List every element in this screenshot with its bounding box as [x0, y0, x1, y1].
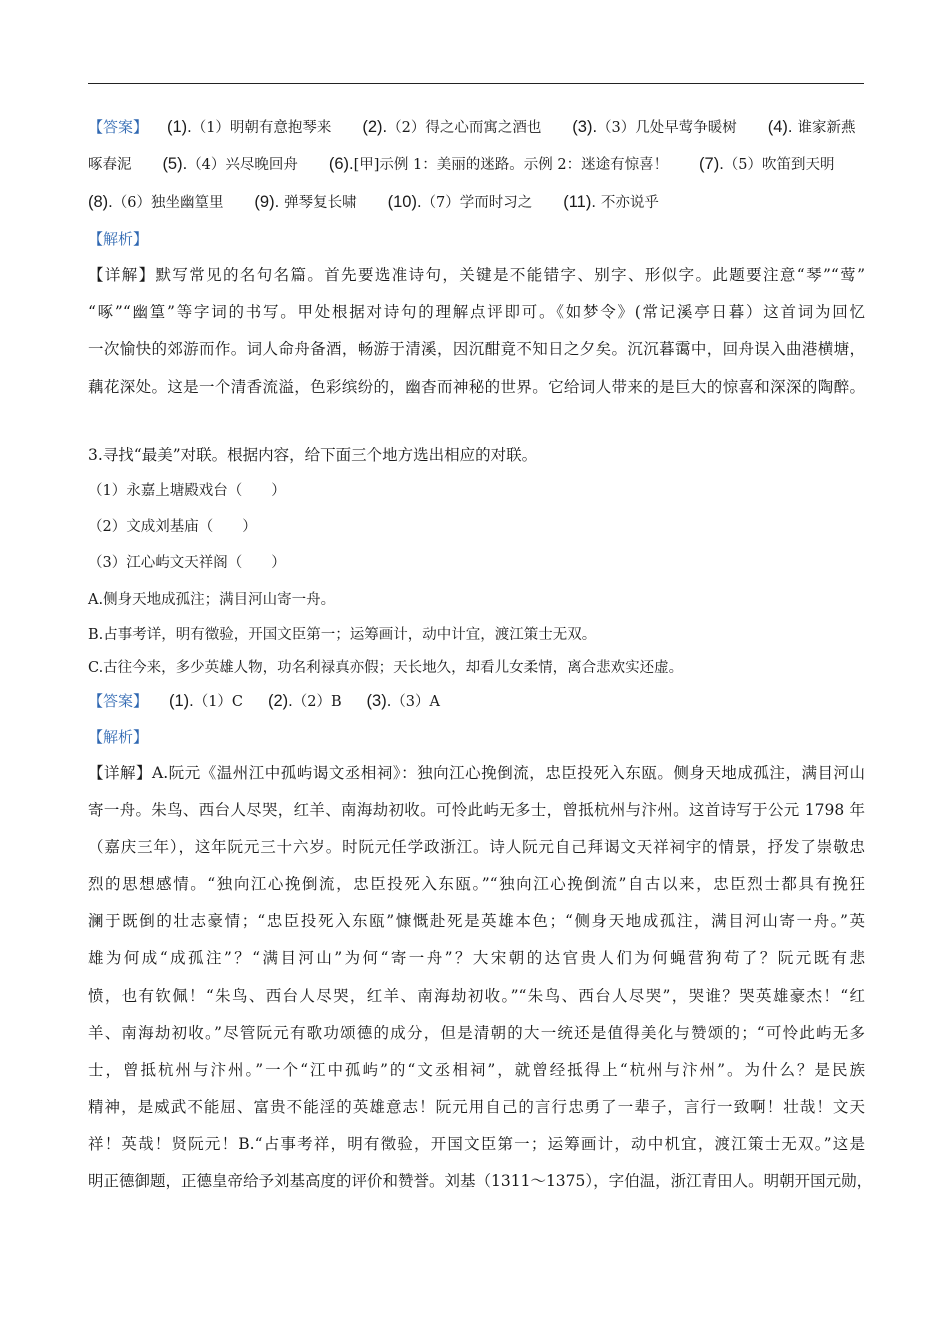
q3-analysis-tag-line — [88, 727, 148, 747]
analysis-tag: 【解析】 — [88, 230, 149, 248]
q2-answer-line-2 — [88, 154, 835, 175]
answer-number: (1). — [166, 118, 192, 136]
q2-answer-line-3 — [88, 192, 659, 213]
answer-text: （4）兴尽晚回舟 — [187, 157, 298, 173]
analysis-tag: 【解析】 — [88, 728, 149, 746]
answer-text: （2）B — [292, 694, 342, 710]
answer-number: (9). — [254, 193, 280, 211]
q3-detail-line: 烈的思想感情。“独向江心挽倒流，忠臣投死入东瓯。”“独向江心挽倒流”自古以来，忠臣烈士都具有挽狂 — [88, 875, 865, 893]
q3-detail-line: 【详解】A.阮元《温州江中孤屿谒文丞相祠》：独向江心挽倒流，忠臣投死入东瓯。侧身天地成孤注，满目河山 — [88, 764, 865, 782]
q3-option-a: A.侧身天地成孤注；满目河山寄一舟。 — [88, 592, 336, 608]
q3-detail-line: 澜于既倒的壮志豪情；“忠臣投死入东瓯”慷慨赴死是英雄本色；“侧身天地成孤注，满目河山寄一舟。”英 — [88, 912, 865, 930]
q2-detail-line: 一次愉快的郊游而作。词人命舟备酒，畅游于清溪，因沉酣竟不知日之夕矣。沉沉暮霭中，回舟误入曲港横塘， — [88, 340, 865, 358]
answer-number: (4). — [767, 118, 793, 136]
answer-number: (6). — [328, 155, 354, 173]
q2-detail-line: 【详解】默写常见的名句名篇。首先要选准诗句，关键是不能错字、别字、形似字。此题要注意“琴”“莺” — [88, 266, 865, 284]
answer-number: (8). — [88, 193, 113, 211]
q3-detail-line: 雄为何成“成孤注”？“满目河山”为何“寄一舟”？大宋朝的达官贵人们为何蝇营狗苟了？阮元既有悲 — [88, 949, 865, 967]
q3-item: （3）江心屿文天祥阁（ ） — [88, 555, 286, 571]
answer-number: (11). — [563, 193, 596, 211]
q3-item: （2）文成刘基庙（ ） — [88, 519, 257, 535]
answer-number: (1). — [168, 692, 194, 710]
q3-option-b: B.占事考详，明有徵验，开国文臣第一；运筹画计，动中计宜，渡江策士无双。 — [88, 627, 597, 643]
answer-number: (2). — [362, 118, 388, 136]
q3-answer-line — [88, 691, 440, 712]
answer-text: （7）学而时习之 — [421, 195, 533, 211]
q3-detail-line: （嘉庆三年），这年阮元三十六岁。时阮元任学政浙江。诗人阮元自己拜谒文天祥祠宇的情景，抒发了崇敬忠 — [88, 838, 865, 856]
answer-text: 谁家新燕 — [797, 120, 856, 136]
answer-text: [甲]示例 1：美丽的迷路。示例 2：迷途有惊喜！ — [353, 157, 669, 173]
answer-text: 不亦说乎 — [600, 195, 659, 211]
answer-number: (3). — [572, 118, 598, 136]
q2-detail-line: “啄”“幽篁”等字词的书写。甲处根据对诗句的理解点评即可。《如梦令》(常记溪亭日暮）这首词为回忆 — [88, 303, 865, 321]
q3-item: （1）永嘉上塘殿戏台（ ） — [88, 483, 286, 499]
answer-tag: 【答案】 — [88, 118, 149, 136]
q3-stem: 3.寻找“最美”对联。根据内容，给下面三个地方选出相应的对联。 — [88, 446, 538, 464]
q3-detail-line: 寄一舟。朱鸟、西台人尽哭，红羊、南海劫初收。可怜此屿无多士，曾抵杭州与汴州。这首诗写于公元 1798 年 — [88, 801, 865, 819]
q3-detail-line: 精神，是威武不能屈、富贵不能淫的英雄意志！阮元用自己的言行忠勇了一辈子，言行一致啊！壮哉！文天 — [88, 1098, 865, 1116]
answer-text: （3）A — [391, 694, 440, 710]
answer-text: （1）C — [193, 694, 244, 710]
answer-text: 啄春泥 — [88, 157, 132, 173]
header-rule — [88, 83, 864, 84]
answer-number: (5). — [162, 155, 188, 173]
q2-analysis-tag-line — [88, 229, 148, 249]
answer-number: (2). — [267, 692, 293, 710]
answer-number: (7). — [699, 155, 724, 173]
q2-answer-line-1 — [88, 117, 855, 138]
q3-option-c: C.古往今来，多少英雄人物，功名利禄真亦假；天长地久，却看儿女柔情，离合悲欢实还虚。 — [88, 660, 684, 676]
q2-detail-line: 藕花深处。这是一个清香流溢，色彩缤纷的，幽杳而神秘的世界。它给词人带来的是巨大的惊喜和深深的陶醉。 — [88, 378, 865, 396]
answer-text: 弹琴复长啸 — [284, 195, 357, 211]
q3-detail-line: 祥！英哉！贤阮元！B.“占事考祥，明有徵验，开国文臣第一；运筹画计，动中机宜，渡江策士无双。”这是 — [88, 1135, 865, 1153]
answer-text: （3）几处早莺争暖树 — [597, 120, 737, 136]
q3-detail-line: 愤，也有钦佩！“朱鸟、西台人尽哭，红羊、南海劫初收。”“朱鸟、西台人尽哭”，哭谁？哭英雄豪杰！“红 — [88, 987, 865, 1005]
answer-text: （2）得之心而寓之酒也 — [387, 120, 542, 136]
q3-detail-line: 羊、南海劫初收。”尽管阮元有歌功颂德的成分，但是清朝的大一统还是值得美化与赞颂的；“可怜此屿无多 — [88, 1024, 865, 1042]
q3-detail-line: 明正德御题，正德皇帝给予刘基高度的评价和赞誉。刘基（1311～1375），字伯温，浙江青田人。明朝开国元勋， — [88, 1172, 873, 1190]
answer-tag: 【答案】 — [88, 692, 149, 710]
q3-detail-line: 士，曾抵杭州与汴州。”一个“江中孤屿”的“文丞相祠”，就曾经抵得上“杭州与汴州”。为什么？是民族 — [88, 1061, 865, 1079]
answer-number: (3). — [366, 692, 392, 710]
answer-number: (10). — [387, 193, 422, 211]
answer-text: （6）独坐幽篁里 — [112, 195, 224, 211]
answer-text: （1）明朝有意抱琴来 — [191, 120, 332, 136]
answer-text: （5）吹笛到天明 — [723, 157, 835, 173]
